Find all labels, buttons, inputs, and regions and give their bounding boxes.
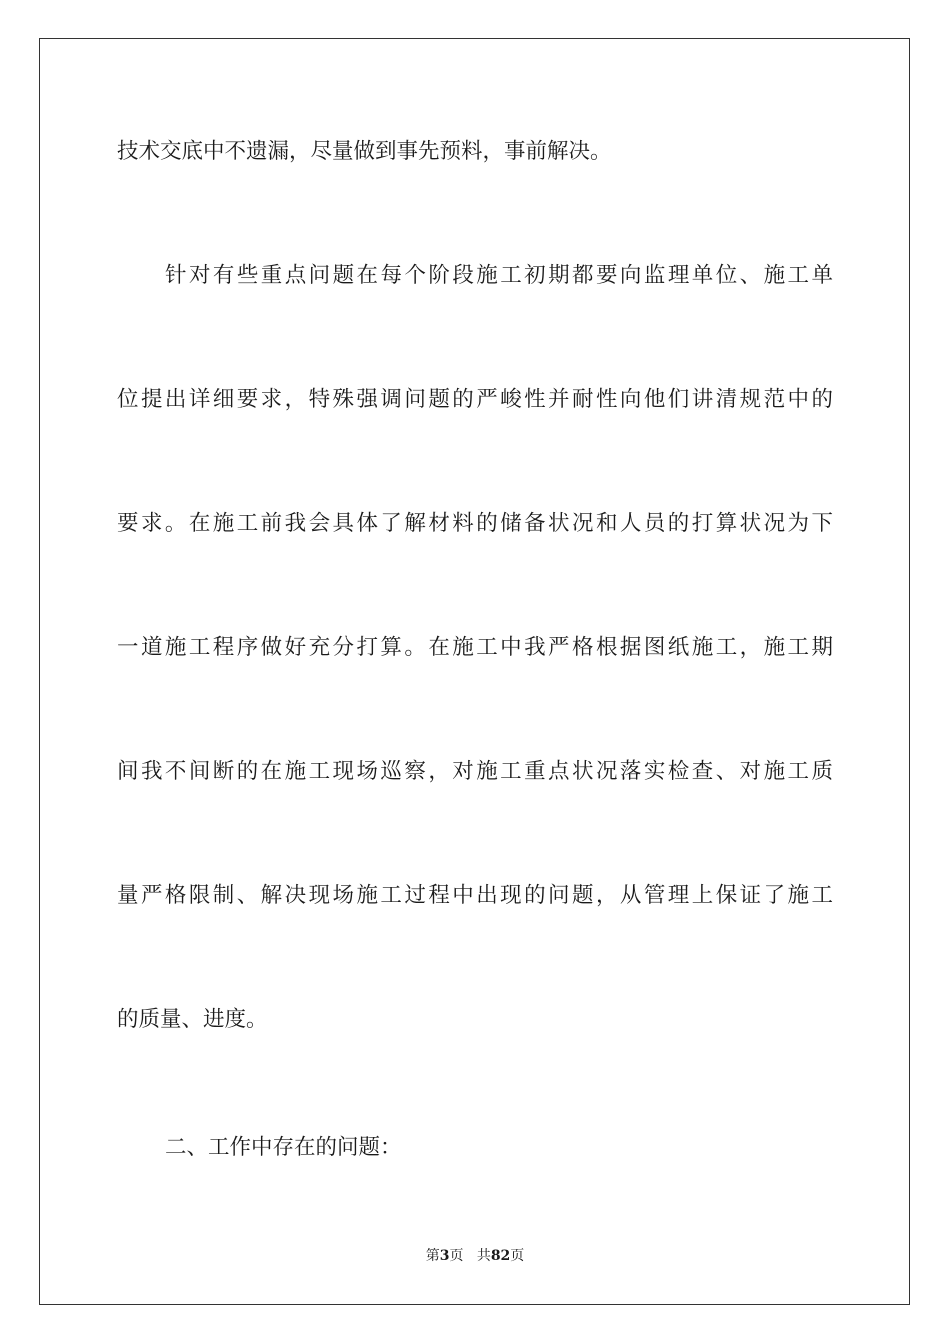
total-prefix: 共 xyxy=(476,1248,491,1264)
body-text-line: 量严格限制、解决现场施工过程中出现的问题，从管理上保证了施工 xyxy=(117,883,833,908)
page-number: 3 xyxy=(439,1248,450,1264)
page-border xyxy=(39,38,910,1305)
body-text-line: 要求。在施工前我会具体了解材料的储备状况和人员的打算状况为下 xyxy=(117,511,833,536)
body-text-line: 的质量、进度。 xyxy=(117,1007,268,1032)
total-unit: 页 xyxy=(510,1248,525,1264)
body-text-line: 间我不间断的在施工现场巡察，对施工重点状况落实检查、对施工质 xyxy=(117,759,833,784)
page-footer xyxy=(0,1247,950,1265)
body-text-line: 一道施工程序做好充分打算。在施工中我严格根据图纸施工，施工期 xyxy=(117,635,833,660)
body-text-line: 位提出详细要求，特殊强调问题的严峻性并耐性向他们讲清规范中的 xyxy=(117,387,833,412)
section-heading: 二、工作中存在的问题： xyxy=(165,1135,402,1160)
body-text-line: 技术交底中不遗漏，尽量做到事先预料，事前解决。 xyxy=(117,139,612,164)
page-prefix: 第 xyxy=(425,1248,440,1264)
page-unit: 页 xyxy=(449,1248,464,1264)
body-text-line: 针对有些重点问题在每个阶段施工初期都要向监理单位、施工单 xyxy=(165,263,833,288)
total-pages: 82 xyxy=(490,1248,511,1264)
